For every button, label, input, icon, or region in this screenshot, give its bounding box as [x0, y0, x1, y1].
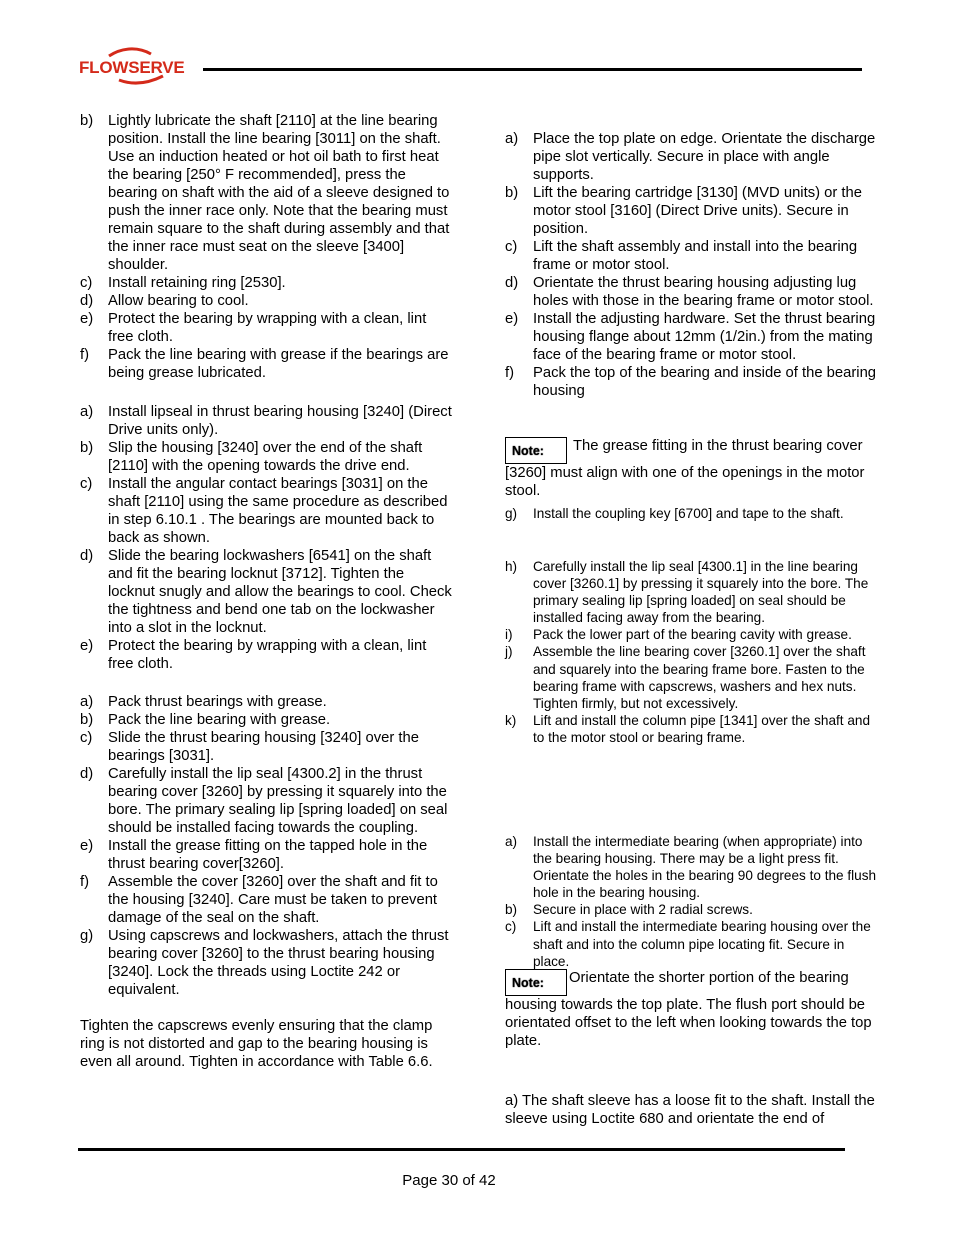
- list-item-label: b): [80, 113, 94, 129]
- list-item: [80, 765, 452, 837]
- left-list-2: [80, 403, 452, 673]
- list-item-text: Install the adjusting hardware. Set the thrust bearing housing flange about 12mm (1/2in.) from the mating face of the bearing frame or motor stool.: [533, 311, 876, 363]
- list-item-text: Assemble the cover [3260] over the shaft and fit to the housing [3240]. Care must be taken to prevent damage of the seal on the shaft.: [108, 874, 438, 926]
- note-1-text: The grease fitting in the thrust bearing cover [3260] must align with one of the openings in the motor stool.: [505, 438, 865, 499]
- list-item-label: d): [80, 548, 94, 564]
- list-item: [80, 637, 452, 673]
- list-item-text: Lift the bearing cartridge [3130] (MVD units) or the motor stool [3160] (Direct Drive units). Secure in position.: [533, 185, 862, 237]
- list-item: [505, 712, 877, 746]
- list-item-text: Pack the lower part of the bearing cavity with grease.: [533, 627, 852, 643]
- list-item-label: a): [505, 131, 519, 147]
- note-1-tag: Note:: [505, 437, 567, 464]
- list-item-label: j): [505, 644, 513, 660]
- list-item-text: Protect the bearing by wrapping with a clean, lint free cloth.: [108, 638, 427, 672]
- flowserve-logo: [79, 46, 197, 86]
- list-item-text: Protect the bearing by wrapping with a clean, lint free cloth.: [108, 311, 427, 345]
- list-item-label: c): [80, 730, 93, 746]
- list-item-text: Place the top plate on edge. Orientate the discharge pipe slot vertically. Secure in place with angle supports.: [533, 131, 876, 183]
- list-item: [505, 310, 877, 364]
- list-item-label: e): [505, 311, 519, 327]
- left-list-1: [80, 112, 452, 382]
- left-closing-paragraph: Tighten the capscrews evenly ensuring that the clamp ring is not distorted and gap to the bearing housing is even all around. Tighten in accordance with Table 6.6.: [80, 1018, 433, 1070]
- list-item-text: Pack the line bearing with grease if the bearings are being grease lubricated.: [108, 347, 449, 381]
- right-list-3: [505, 833, 877, 970]
- list-item-text: Pack the top of the bearing and inside of the bearing housing: [533, 365, 877, 399]
- list-item: [505, 643, 877, 711]
- list-item-label: f): [80, 347, 90, 363]
- list-item-label: b): [505, 902, 518, 918]
- list-item-text: Lightly lubricate the shaft [2110] at the line bearing position. Install the line bearing [3011] on the shaft. Use an induction heated or hot oil bath to first heat the bearing [250° F recommended], press the bearing on shaft with the aid of a sleeve designed to push the inner race only. Note that the bearing must remain square to the shaft during assembly and that the inner race must seat on the sleeve [3400] shoulder.: [108, 113, 450, 273]
- list-item-label: a): [80, 694, 94, 710]
- list-item-label: g): [80, 928, 94, 944]
- list-item: [80, 346, 452, 382]
- list-item-label: c): [80, 275, 93, 291]
- right-closing-paragraph: a) The shaft sleeve has a loose fit to the shaft. Install the sleeve using Loctite 680 and orientate the end of: [505, 1093, 875, 1127]
- list-item: g) Install the coupling key [6700] and tape to the shaft.: [505, 506, 844, 521]
- list-item-label: f): [80, 874, 90, 890]
- list-item-label: e): [80, 311, 94, 327]
- list-item: [80, 475, 452, 547]
- list-item: [80, 693, 452, 711]
- list-item: [80, 112, 452, 274]
- list-item: [80, 729, 452, 765]
- note-2-text: Orientate the shorter portion of the bearing housing towards the top plate. The flush port should be orientated offset to the left when looking towards the top plate.: [505, 970, 872, 1049]
- list-item: [80, 403, 452, 439]
- list-item-label: b): [80, 440, 94, 456]
- list-item-text: Lift the shaft assembly and install into the bearing frame or motor stool.: [533, 239, 858, 273]
- list-item: [505, 130, 877, 184]
- list-item-text: Install lipseal in thrust bearing housing [3240] (Direct Drive units only).: [108, 404, 452, 438]
- list-item: [80, 547, 452, 637]
- list-item: [505, 626, 877, 643]
- list-item-label: h): [505, 559, 518, 574]
- list-item: [80, 274, 452, 292]
- list-item-text: Lift and install the column pipe [1341] over the shaft and to the motor stool or bearing frame.: [533, 712, 871, 745]
- list-item-text: Install the intermediate bearing (when appropriate) into the bearing housing. There may be a light press fit. Orientate the holes in the bearing 90 degrees to the flush hole in the bearing housing.: [533, 834, 877, 901]
- list-item-text: Pack thrust bearings with grease.: [108, 694, 327, 710]
- list-item: [80, 873, 452, 927]
- list-item-text: Carefully install the lip seal [4300.1] in the line bearing cover [3260.1] by pressing it squarely into the bore. The primary sealing lip [spring loaded] on seal should be installed facing away from the bearing.: [533, 559, 869, 626]
- list-item-text: Assemble the line bearing cover [3260.1] over the shaft and squarely into the bearing frame bore. Fasten to the bearing frame with capscrews, washers and hex nuts. Tighten firmly, but not excessively.: [533, 644, 866, 711]
- right-list-2: [505, 558, 877, 746]
- list-item: [505, 901, 877, 918]
- left-list-3: [80, 693, 452, 999]
- list-item-label: c): [80, 476, 93, 492]
- footer-rule: [78, 1148, 845, 1151]
- list-item: [505, 833, 877, 901]
- header-rule: [203, 68, 862, 71]
- list-item-text: Install the angular contact bearings [3031] on the shaft [2110] using the same procedure as described in step 6.10.1 . The bearings are mounted back to back as shown.: [108, 476, 448, 546]
- list-item-label: d): [80, 293, 94, 309]
- list-item-label: d): [80, 766, 94, 782]
- list-item-text: Install the grease fitting on the tapped hole in the thrust bearing cover[3260].: [108, 838, 428, 872]
- list-item: [505, 918, 877, 969]
- list-item-text: Lift and install the intermediate bearing housing over the shaft and into the column pipe locating fit. Secure in place.: [533, 919, 871, 969]
- list-item: [505, 184, 877, 238]
- list-item: [505, 274, 877, 310]
- list-item-text: Secure in place with 2 radial screws.: [533, 902, 753, 918]
- list-item-text: Using capscrews and lockwashers, attach the thrust bearing cover [3260] to the thrust bearing housing [3240]. Lock the threads using Loctite 242 or equivalent.: [108, 928, 449, 998]
- list-item-label: e): [80, 638, 94, 654]
- note-1: [505, 437, 877, 500]
- list-item-text: Slide the thrust bearing housing [3240] over the bearings [3031].: [108, 730, 419, 764]
- list-item-label: a): [80, 404, 94, 420]
- list-item: [80, 439, 452, 475]
- logo-wordmark: FLOWSERVE: [79, 58, 185, 77]
- list-item-text: Orientate the thrust bearing housing adjusting lug holes with those in the bearing frame or motor stool.: [533, 275, 874, 309]
- list-item-text: Install retaining ring [2530].: [108, 275, 286, 291]
- list-item-label: f): [505, 365, 515, 381]
- right-list-1-g: [505, 505, 877, 522]
- list-item: [80, 292, 452, 310]
- list-item-text: Slide the bearing lockwashers [6541] on the shaft and fit the bearing locknut [3712]. Tighten the locknut snugly and allow the bearings to cool. Check the tightness and bend one tab on the lockwasher into a slot in the locknut.: [108, 548, 452, 636]
- list-item: [505, 364, 877, 400]
- note-2-tag: Note:: [505, 969, 567, 996]
- list-item: [80, 927, 452, 999]
- list-item-label: c): [505, 239, 518, 255]
- list-item-text: Allow bearing to cool.: [108, 293, 249, 309]
- list-item-text: Slip the housing [3240] over the end of the shaft [2110] with the opening towards the drive end.: [108, 440, 423, 474]
- list-item-text: Carefully install the lip seal [4300.2] in the thrust bearing cover [3260] by pressing it squarely into the bore. The primary sealing lip [spring loaded] on seal should be installed facing towards the coupling.: [108, 766, 448, 836]
- list-item-label: d): [505, 275, 519, 291]
- list-item-label: b): [80, 712, 94, 728]
- note-2: [505, 969, 877, 1050]
- right-list-1: [505, 130, 877, 400]
- list-item-label: b): [505, 185, 519, 201]
- list-item-label: k): [505, 712, 517, 728]
- list-item: [80, 310, 452, 346]
- page-number: Page 30 of 42: [402, 1172, 496, 1189]
- list-item-label: i): [505, 627, 513, 643]
- list-item: [80, 711, 452, 729]
- list-item-label: c): [505, 919, 517, 935]
- list-item: [505, 558, 877, 626]
- list-item: [505, 238, 877, 274]
- list-item-text: Pack the line bearing with grease.: [108, 712, 331, 728]
- list-item: [80, 837, 452, 873]
- list-item-label: e): [80, 838, 94, 854]
- list-item-label: a): [505, 834, 518, 849]
